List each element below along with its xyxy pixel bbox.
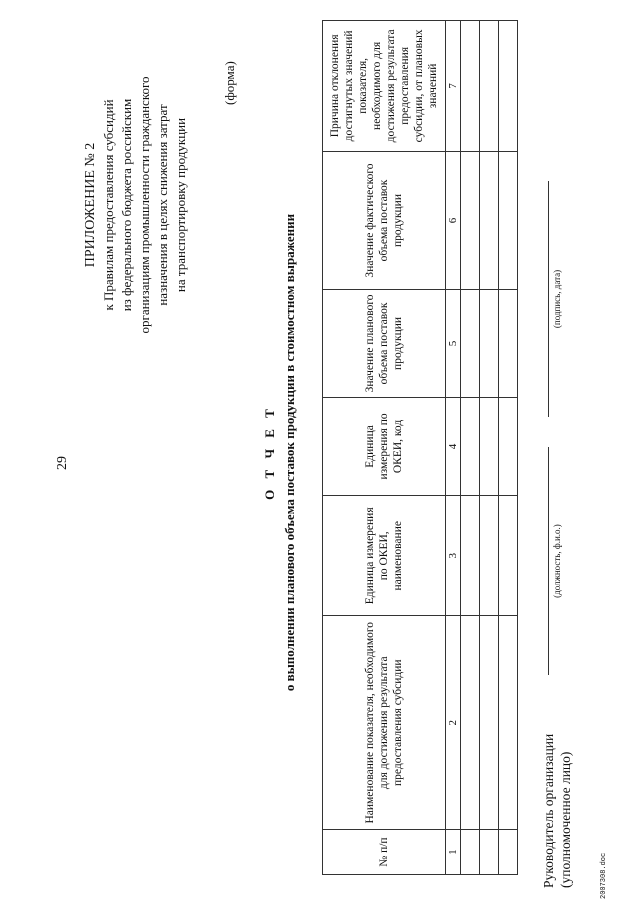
appendix-block	[82, 35, 190, 375]
header-cell-actual: Значение фактического объема поставок продукции	[323, 151, 446, 289]
column-number: 2	[446, 616, 461, 830]
table-cell	[461, 397, 480, 496]
column-number: 3	[446, 496, 461, 616]
header-cell-indicator: Наименование показателя, необходимого для достижения результата предоставления субсидии	[323, 616, 446, 830]
table-cell	[461, 830, 480, 875]
column-number: 4	[446, 397, 461, 496]
header-cell-unit-name: Единица измерения по ОКЕИ, наименование	[323, 496, 446, 616]
table-cell	[461, 496, 480, 616]
table-cell	[480, 397, 499, 496]
header-cell-unit-code: Единица измерения по ОКЕИ, код	[323, 397, 446, 496]
appendix-line: организациям промышленности гражданского	[137, 76, 152, 334]
document-id: 2007308.doc	[600, 852, 608, 899]
appendix-line: на транспортировку продукции	[173, 117, 188, 293]
column-number: 5	[446, 290, 461, 397]
header-cell-number: № п/п	[323, 830, 446, 875]
position-signature-line	[548, 447, 549, 675]
signer-block	[540, 734, 574, 888]
appendix-line: назначения в целях снижения затрат	[155, 104, 170, 306]
appendix-line: к Правилам предоставления субсидий	[101, 99, 116, 311]
table-cell	[499, 397, 518, 496]
position-caption: (должность, ф.и.о.)	[552, 524, 562, 598]
report-heading	[260, 0, 300, 905]
date-signature-line	[548, 181, 549, 417]
table-cell	[499, 830, 518, 875]
table-cell	[499, 151, 518, 289]
column-number: 6	[446, 151, 461, 289]
report-subtitle: о выполнении планового объема поставок продукции в стоимостном выражении	[282, 213, 297, 692]
table-cell	[480, 290, 499, 397]
table-row	[480, 21, 499, 875]
table-cell	[480, 830, 499, 875]
table-cell	[480, 616, 499, 830]
table-cell	[461, 21, 480, 152]
column-number: 7	[446, 21, 461, 152]
table-cell	[499, 21, 518, 152]
table-cell	[480, 151, 499, 289]
appendix-line: из федерального бюджета российским	[119, 98, 134, 312]
table-cell	[461, 290, 480, 397]
signer-subtitle: (уполномоченное лицо)	[558, 751, 573, 888]
header-cell-reason: Причина отклонения достигнутых значений показателя, необходимого для достижения результата предоставления субсидии, от плановых значений	[323, 21, 446, 152]
column-number: 1	[446, 830, 461, 875]
signer-title: Руководитель организации	[541, 733, 556, 888]
table-number-row	[446, 21, 461, 875]
report-title: О Т Ч Е Т	[262, 405, 277, 500]
table-cell	[499, 616, 518, 830]
report-table	[322, 20, 518, 875]
table-cell	[461, 151, 480, 289]
appendix-title: ПРИЛОЖЕНИЕ № 2	[83, 142, 98, 268]
table-cell	[499, 290, 518, 397]
table-cell	[499, 496, 518, 616]
table-row	[499, 21, 518, 875]
table-header-row	[323, 21, 446, 875]
page-number: 29	[55, 456, 70, 470]
header-cell-planned: Значение планового объема поставок продукции	[323, 290, 446, 397]
table-cell	[480, 496, 499, 616]
table-cell	[480, 21, 499, 152]
form-label: (форма)	[222, 61, 237, 105]
table-cell	[461, 616, 480, 830]
table-row	[461, 21, 480, 875]
signature-caption: (подпись, дата)	[552, 269, 562, 329]
